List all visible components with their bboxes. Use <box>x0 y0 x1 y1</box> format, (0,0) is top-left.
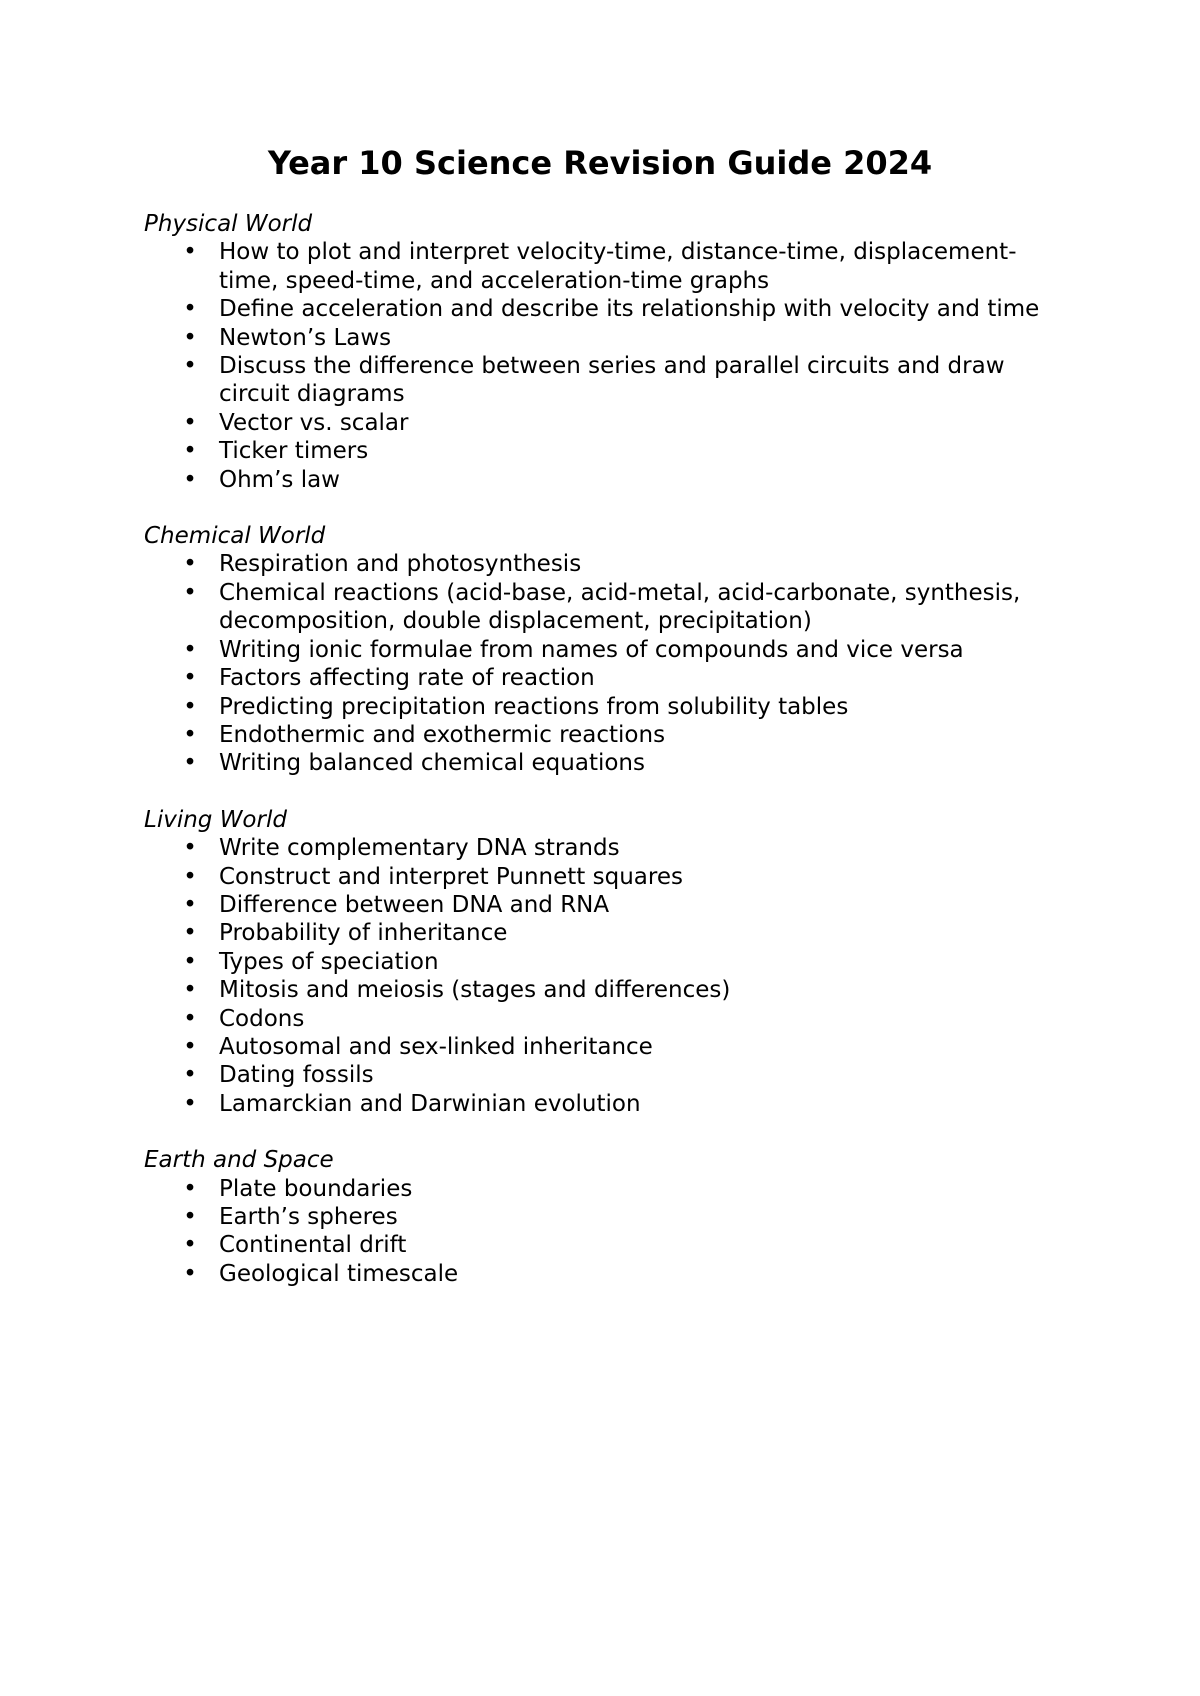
list-item-text: Earth’s spheres <box>219 1204 398 1230</box>
list-item-text: Chemical reactions (acid-base, acid-metal, acid-carbonate, synthesis, decomposition, double displacement, precipitation) <box>219 579 1021 635</box>
list-item <box>144 437 1064 465</box>
bullet-icon: • <box>183 920 197 947</box>
list-item-text: Discuss the difference between series and parallel circuits and draw circuit diagrams <box>219 353 1005 408</box>
list-item-text: Ohm’s law <box>219 466 340 493</box>
bullet-icon: • <box>183 948 197 975</box>
list-item-text: Newton’s Laws <box>219 324 392 351</box>
list-item-text: How to plot and interpret velocity-time, distance-time, displacement-time, speed-time, and acceleration-time graphs <box>219 239 1017 294</box>
bullet-icon: • <box>183 1033 197 1060</box>
bullet-icon: • <box>183 353 197 380</box>
list-item-text: Factors affecting rate of reaction <box>219 665 595 692</box>
list-item <box>144 948 1064 976</box>
list-item <box>144 238 1064 295</box>
list-item <box>144 664 1064 692</box>
bullet-icon: • <box>183 324 197 351</box>
section-heading: Living World <box>144 806 287 833</box>
list-item <box>144 891 1064 919</box>
bullet-icon: • <box>183 863 197 890</box>
list-item-text: Dating fossils <box>219 1062 374 1089</box>
topic-list <box>144 834 1064 1118</box>
bullet-icon: • <box>183 665 197 692</box>
bullet-icon: • <box>183 1062 197 1089</box>
list-item <box>144 919 1064 947</box>
list-item-text: Geological timescale <box>219 1260 459 1287</box>
list-item <box>144 834 1064 862</box>
list-item-text: Writing ionic formulae from names of compounds and vice versa <box>219 636 964 663</box>
topic-list <box>144 1175 1064 1289</box>
list-item-text: Write complementary DNA strands <box>219 835 620 862</box>
bullet-icon: • <box>183 296 197 323</box>
bullet-icon: • <box>183 1005 197 1032</box>
list-item-text: Difference between DNA and RNA <box>219 891 610 918</box>
bullet-icon: • <box>183 438 197 465</box>
bullet-icon: • <box>183 891 197 918</box>
section-heading: Earth and Space <box>144 1147 334 1174</box>
bullet-icon: • <box>183 693 197 720</box>
bullet-icon: • <box>183 835 197 862</box>
list-item <box>144 295 1064 323</box>
list-item <box>144 976 1064 1004</box>
list-item-text: Autosomal and sex-linked inheritance <box>219 1033 653 1060</box>
list-item <box>144 721 1064 749</box>
list-item-text: Codons <box>219 1005 305 1032</box>
list-item <box>144 352 1064 409</box>
topic-list <box>144 238 1064 494</box>
list-item <box>144 749 1064 777</box>
section-living-world <box>144 806 1064 1118</box>
list-item <box>144 863 1064 891</box>
list-item <box>144 579 1064 636</box>
topic-list <box>144 550 1064 777</box>
bullet-icon: • <box>183 636 197 663</box>
section-heading: Physical World <box>144 211 313 237</box>
bullet-icon: • <box>183 1204 197 1230</box>
list-item-text: Probability of inheritance <box>219 920 508 947</box>
list-item-text: Define acceleration and describe its relationship with velocity and time <box>219 296 1040 323</box>
list-item <box>144 1033 1064 1061</box>
bullet-icon: • <box>183 721 197 748</box>
section-physical-world <box>144 210 1064 494</box>
bullet-icon: • <box>183 977 197 1004</box>
list-item-text: Types of speciation <box>219 948 439 975</box>
bullet-icon: • <box>183 409 197 436</box>
list-item <box>144 636 1064 664</box>
section-earth-and-space <box>144 1146 1064 1288</box>
list-item-text: Construct and interpret Punnett squares <box>219 863 683 890</box>
list-item <box>144 550 1064 578</box>
section-heading: Chemical World <box>144 523 326 550</box>
list-item <box>144 1061 1064 1089</box>
list-item-text: Ticker timers <box>219 438 369 465</box>
list-item <box>144 693 1064 721</box>
list-item-text: Writing balanced chemical equations <box>219 750 645 777</box>
list-item-text: Endothermic and exothermic reactions <box>219 721 666 748</box>
bullet-icon: • <box>183 466 197 493</box>
section-chemical-world <box>144 522 1064 778</box>
list-item <box>144 409 1064 437</box>
bullet-icon: • <box>183 1260 197 1287</box>
bullet-icon: • <box>183 750 197 777</box>
list-item-text: Continental drift <box>219 1232 407 1259</box>
list-item-text: Lamarckian and Darwinian evolution <box>219 1090 641 1117</box>
bullet-icon: • <box>183 1090 197 1117</box>
list-item <box>144 1175 1064 1203</box>
list-item-text: Predicting precipitation reactions from solubility tables <box>219 693 849 720</box>
list-item-text: Plate boundaries <box>219 1175 413 1202</box>
list-item <box>144 1005 1064 1033</box>
list-item <box>144 324 1064 352</box>
list-item-text: Mitosis and meiosis (stages and differences) <box>219 977 731 1004</box>
bullet-icon: • <box>183 579 197 606</box>
document-title: Year 10 Science Revision Guide 2024 <box>267 144 933 182</box>
list-item-text: Respiration and photosynthesis <box>219 551 582 578</box>
list-item <box>144 1090 1064 1118</box>
bullet-icon: • <box>183 551 197 578</box>
list-item-text: Vector vs. scalar <box>219 409 409 436</box>
bullet-icon: • <box>183 1175 197 1202</box>
bullet-icon: • <box>183 239 197 266</box>
list-item <box>144 1260 1064 1288</box>
list-item <box>144 1203 1064 1231</box>
bullet-icon: • <box>183 1232 197 1259</box>
sections-container <box>144 210 1064 1316</box>
list-item <box>144 1231 1064 1259</box>
list-item <box>144 466 1064 494</box>
